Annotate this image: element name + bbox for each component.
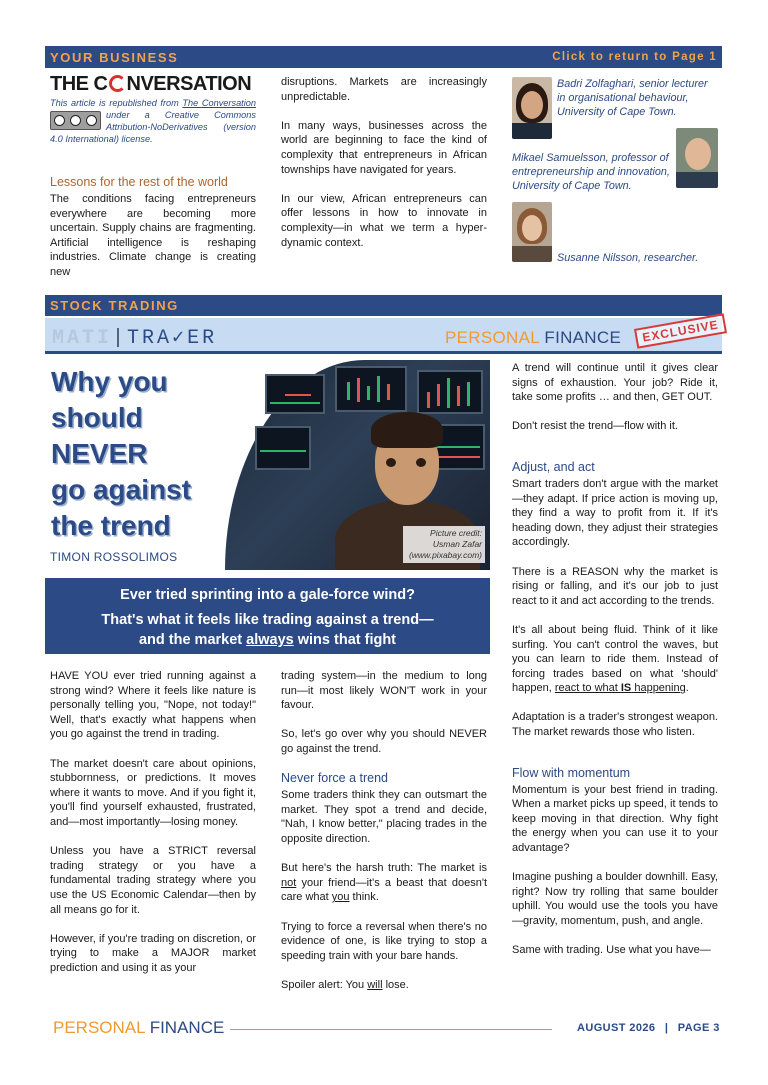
article-author: TIMON ROSSOLIMOS	[50, 550, 178, 564]
paragraph: Momentum is your best friend in trading. When a market picks up speed, it tends to keep moving in that direction. Why fight the energy when you can use it to your advantage?	[512, 783, 718, 855]
paragraph: The market doesn't care about opinions, stubbornness, or predictions. It moves where it wants to move. And if you fight it, you'll find yourself exhausted, frustrated, and—most importantly—losing money.	[50, 757, 256, 828]
paragraph: Don't resist the trend—flow with it.	[512, 420, 678, 433]
author-mikael: Mikael Samuelsson, professor of entrepreneurship and innovation, University of Cape Town.	[512, 152, 670, 192]
author-badri: Badri Zolfaghari, senior lecturer in organisational behaviour, University of Cape Town.	[557, 78, 708, 118]
issue-date: AUGUST 2026	[577, 1022, 656, 1034]
article-title: Why you should NEVER go against the trend	[51, 366, 192, 541]
article-column-3	[512, 361, 718, 958]
paragraph: Smart traders don't argue with the market—they adapt. If price action is moving up, they find a way to profit from it. If it's heading down, they adjust their strategies accordingly.	[512, 477, 718, 549]
paragraph: However, if you're trading on discretion, or trying to make a MAJOR market prediction and using it as your	[50, 932, 256, 974]
personal-finance-heading: PERSONAL FINANCE	[445, 328, 622, 347]
paragraph: In our view, African entrepreneurs can offer lessons in how to innovate in complexity—in what we term a hyper-dynamic context.	[281, 192, 487, 249]
article-deck: Ever tried sprinting into a gale-force wind? That's what it feels like trading against a trend— and the market always wins that fight	[45, 578, 490, 654]
author-photo-susanne	[512, 202, 552, 262]
business-column-2	[281, 75, 487, 250]
matitrader-logo: MATI|TRA✓ER	[52, 327, 218, 350]
author-photo-badri	[512, 77, 552, 139]
hero-image	[45, 360, 490, 570]
article-column-1	[50, 669, 256, 975]
paragraph: But here's the harsh truth: The market is not your friend—it's a beast that doesn't care what you think.	[281, 862, 487, 904]
paragraph: Spoiler alert: You will lose.	[281, 978, 409, 991]
the-conversation-link[interactable]: The Conversation	[182, 98, 256, 108]
paragraph: trading system—in the medium to long run—it most likely WON'T work in your favour.	[281, 670, 487, 712]
creative-commons-badge-icon	[50, 111, 101, 130]
paragraph: The conditions facing entrepreneurs everywhere are becoming more uncertain. Supply chains are fragmenting. Artificial intelligence is reshaping industries. Climate change is creating new	[50, 193, 256, 278]
paragraph: Trying to force a reversal when there's no evidence of one, is like trying to stop a speeding train with your bare hands.	[281, 920, 487, 962]
section-label: YOUR BUSINESS	[50, 49, 179, 65]
section-bar-stock-trading	[45, 295, 722, 316]
paragraph: disruptions. Markets are increasingly unpredictable.	[281, 76, 487, 103]
heading-never-force: Never force a trend	[281, 771, 388, 786]
page-number: PAGE 3	[677, 1022, 720, 1034]
paragraph: Same with trading. Use what you have—	[512, 944, 711, 957]
author-susanne: Susanne Nilsson, researcher.	[557, 252, 699, 264]
footer-divider	[230, 1029, 552, 1030]
paragraph: Unless you have a STRICT reversal trading strategy or you have a fundamental trading strategy where you use the US Economic Calendar—then by all means go for it.	[50, 845, 256, 916]
article-column-2	[281, 669, 487, 992]
paragraph: A trend will continue until it gives clear signs of exhaustion. Your job? Ride it, take some profits … and then, GET OUT.	[512, 362, 718, 404]
footer-personal-finance: PERSONAL FINANCE	[53, 1018, 225, 1037]
business-column-1	[50, 175, 256, 280]
section-bar-your-business	[45, 46, 722, 68]
paragraph: HAVE YOU ever tried running against a strong wind? Where it feels like nature is personally telling you, "Nope, not today!" Well, that's exactly what happens when you go against the trend in trading.	[50, 670, 256, 741]
paragraph: Imagine pushing a boulder downhill. Easy, right? Now try rolling that same boulder uphill. You would use the tools you have—gravity, momentum, push, and angle.	[512, 871, 718, 927]
paragraph: Some traders think they can outsmart the market. They spot a trend and decide, "Nah, I know better," placing trades in the opposite direction.	[281, 789, 487, 845]
paragraph: Adaptation is a trader's strongest weapon. The market rewards those who listen.	[512, 711, 718, 739]
the-conversation-logo: THE C NVERSATION	[50, 73, 252, 95]
footer-date-page: AUGUST 2026 | PAGE 3	[577, 1022, 720, 1034]
republish-note: This article is republished from The Conversation under a Creative Commons Attribution-NoDerivatives (version 4.0 International) license.	[50, 98, 256, 144]
picture-credit: Picture credit: Usman Zafar (www.pixabay.com)	[403, 526, 485, 563]
return-to-page-1-link[interactable]: Click to return to Page 1	[552, 51, 717, 63]
heading-lessons: Lessons for the rest of the world	[50, 175, 228, 189]
exclusive-stamp: EXCLUSIVE	[634, 313, 727, 349]
paragraph: So, let's go over why you should NEVER go against the trend.	[281, 728, 487, 755]
author-photo-mikael	[676, 128, 718, 188]
brand-strip	[45, 318, 722, 354]
paragraph: There is a REASON why the market is rising or falling, and it's our job to just react to it and act according to the trends.	[512, 565, 718, 607]
logo-o-icon	[109, 75, 126, 92]
paragraph: In many ways, businesses across the world are beginning to face the kind of complexity that entrepreneurs in African townships have navigated for years.	[281, 119, 487, 176]
paragraph: It's all about being fluid. Think of it like surfing. You can't control the waves, but you can learn to ride them. Instead of forcing trades based on what 'should' happen, react to what IS happening.	[512, 623, 718, 695]
heading-adjust-and-act: Adjust, and act	[512, 459, 595, 474]
section-label: STOCK TRADING	[50, 298, 179, 313]
heading-flow-with-momentum: Flow with momentum	[512, 765, 631, 780]
